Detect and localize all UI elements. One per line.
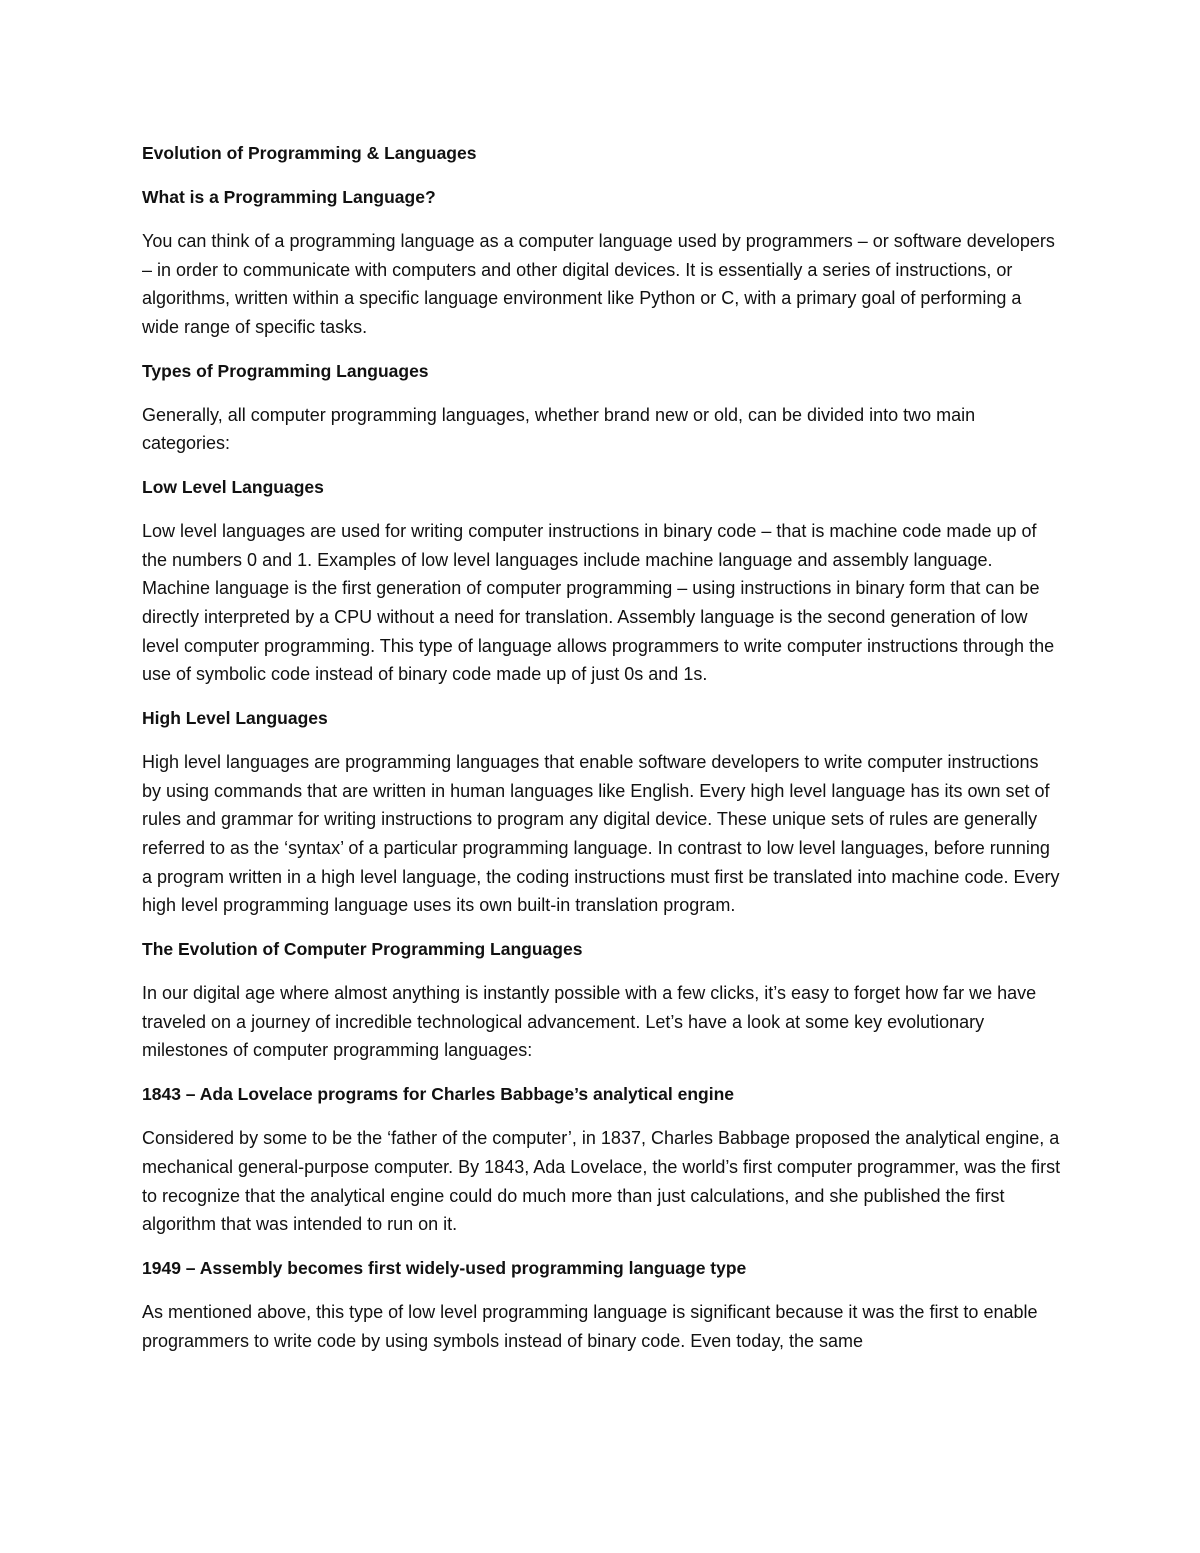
paragraph-1949-milestone: As mentioned above, this type of low level programming language is significant because it was the first to enable programmers to write code by using symbols instead of binary code. Even today, the same (142, 1302, 1038, 1351)
heading-1843-milestone: 1843 – Ada Lovelace programs for Charles Babbage’s analytical engine (142, 1084, 734, 1105)
heading-types-of-languages: Types of Programming Languages (142, 360, 429, 381)
paragraph-evolution: In our digital age where almost anything is instantly possible with a few clicks, it’s easy to forget how far we have traveled on a journey of incredible technological advancement. Let’s have a look at some key evolutionary milestones of computer programming languages: (142, 983, 1037, 1061)
paragraph-low-level-languages: Low level languages are used for writing computer instructions in binary code – that is machine code made up of the numbers 0 and 1. Examples of low level languages include machine language and assembly language. Machine language is the first generation of computer programming – using instructions in binary form that can be directly interpreted by a CPU without a need for translation. Assembly language is the second generation of low level computer programming. This type of language allows programmers to write computer instructions through the use of symbolic code instead of binary code made up of just 0s and 1s. (142, 521, 1055, 685)
heading-what-is-programming-language: What is a Programming Language? (142, 186, 436, 207)
document-page (142, 139, 1062, 1371)
paragraph-types-of-languages: Generally, all computer programming languages, whether brand new or old, can be divided into two main categories: (142, 404, 976, 454)
heading-low-level-languages: Low Level Languages (142, 477, 324, 498)
heading-evolution: The Evolution of Computer Programming Languages (142, 939, 583, 960)
paragraph-high-level-languages: High level languages are programming languages that enable software developers to write computer instructions by using commands that are written in human languages like English. Every high level language has its own set of rules and grammar for writing instructions to program any digital device. These unique sets of rules are generally referred to as the ‘syntax’ of a particular programming language. In contrast to low level languages, before running a program written in a high level language, the coding instructions must first be translated into machine code. Every high level programming language uses its own built-in translation program. (142, 752, 1060, 916)
paragraph-1843-milestone: Considered by some to be the ‘father of the computer’, in 1837, Charles Babbage proposed the analytical engine, a mechanical general-purpose computer. By 1843, Ada Lovelace, the world’s first computer programmer, was the first to recognize that the analytical engine could do much more than just calculations, and she published the first algorithm that was intended to run on it. (142, 1128, 1061, 1235)
heading-high-level-languages: High Level Languages (142, 708, 328, 729)
heading-1949-milestone: 1949 – Assembly becomes first widely-used programming language type (142, 1258, 747, 1279)
paragraph-what-is-programming-language: You can think of a programming language as a computer language used by programmers – or software developers – in order to communicate with computers and other digital devices. It is essentially a series of instructions, or algorithms, written within a specific language environment like Python or C, with a primary goal of performing a wide range of specific tasks. (142, 230, 1055, 337)
document-title: Evolution of Programming & Languages (142, 143, 477, 163)
